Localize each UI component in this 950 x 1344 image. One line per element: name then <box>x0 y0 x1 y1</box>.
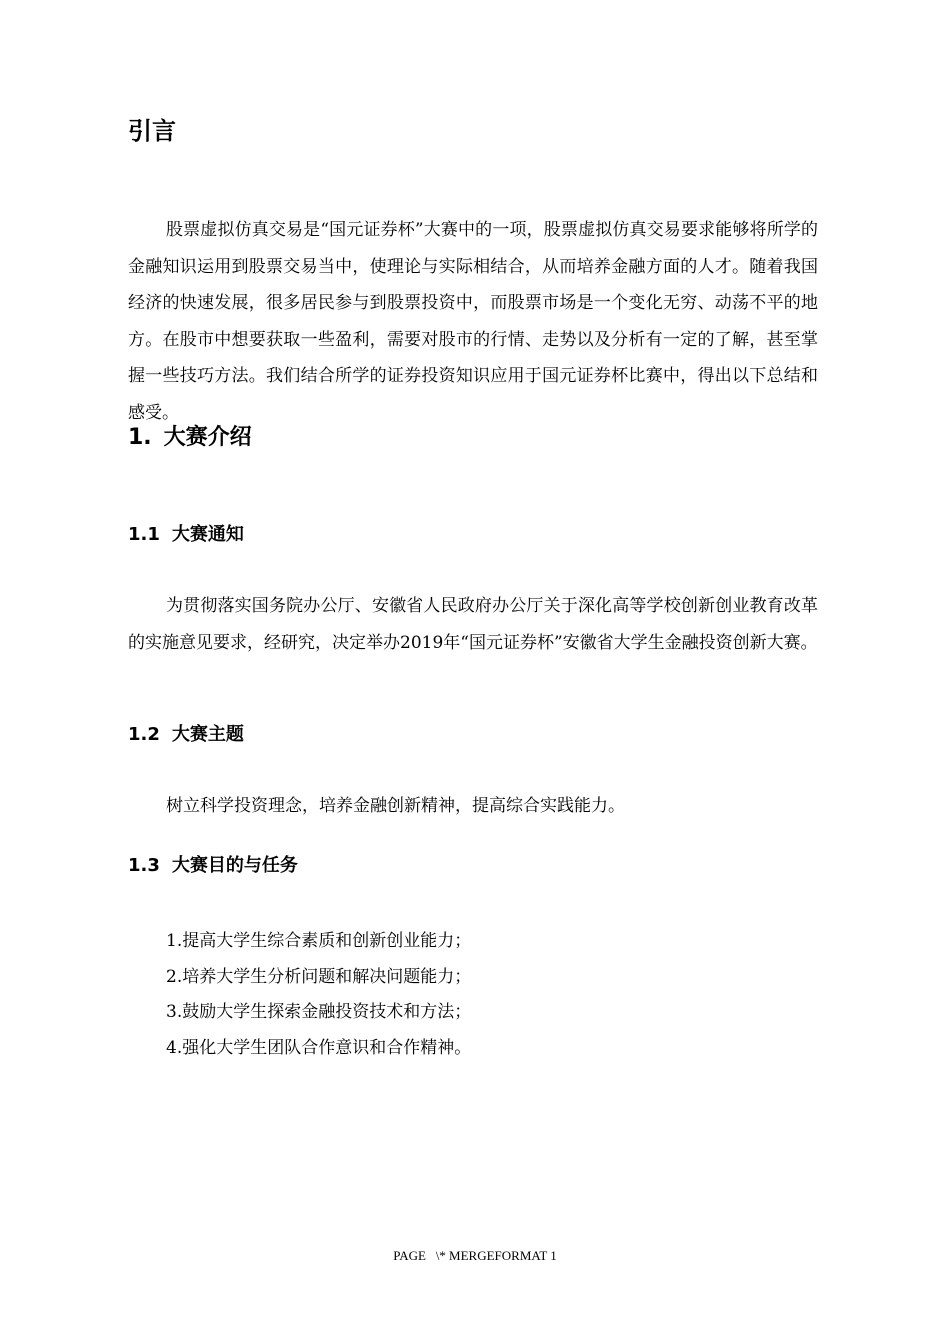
intro-heading: 引言 <box>128 117 176 145</box>
page-footer: PAGE \* MERGEFORMAT 1 <box>393 1248 557 1263</box>
section-1-2-heading <box>128 721 244 749</box>
list-item: 1.提高大学生综合素质和创新创业能力； <box>166 931 472 951</box>
section-1-2-title: 大赛主题 <box>171 724 244 745</box>
section-1-3-number: 1.3 <box>128 855 160 876</box>
intro-paragraph: 股票虚拟仿真交易是“国元证券杯”大赛中的一项，股票虚拟仿真交易要求能够将所学的金融知识运用到股票交易当中，使理论与实际相结合，从而培养金融方面的人才。随着我国经济的快速发展，很多居民参与到股票投资中，而股票市场是一个变化无穷、动荡不平的地方。在股市中想要获取一些盈利，需要对股市的行情、走势以及分析有一定的了解，甚至掌握一些技巧方法。我们结合所学的证券投资知识应用于国元证券杯比赛中，得出以下总结和感受。 <box>128 220 818 423</box>
section-1-1-title: 大赛通知 <box>171 524 244 545</box>
section-1-2-number: 1.2 <box>128 724 160 745</box>
list-item: 4.强化大学生团队合作意识和合作精神。 <box>166 1037 472 1058</box>
section-1-1-paragraph: 为贯彻落实国务院办公厅、安徽省人民政府办公厅关于深化高等学校创新创业教育改革的实施意见要求，经研究，决定举办2019年“国元证券杯”安徽省大学生金融投资创新大赛。 <box>128 596 818 653</box>
section-1-number: 1. <box>128 425 152 450</box>
section-1-3-heading <box>128 852 298 880</box>
section-1-1-number: 1.1 <box>128 524 160 545</box>
section-1-1-heading <box>128 521 244 549</box>
section-1-2-paragraph: 树立科学投资理念，培养金融创新精神，提高综合实践能力。 <box>166 796 625 816</box>
section-1-title: 大赛介绍 <box>163 425 252 450</box>
goals-list <box>166 924 471 1066</box>
list-item: 2.培养大学生分析问题和解决问题能力； <box>166 966 472 987</box>
section-1-heading <box>128 422 252 454</box>
section-1-3-title: 大赛目的与任务 <box>171 855 298 876</box>
list-item: 3.鼓励大学生探索金融投资技术和方法； <box>166 1002 472 1022</box>
